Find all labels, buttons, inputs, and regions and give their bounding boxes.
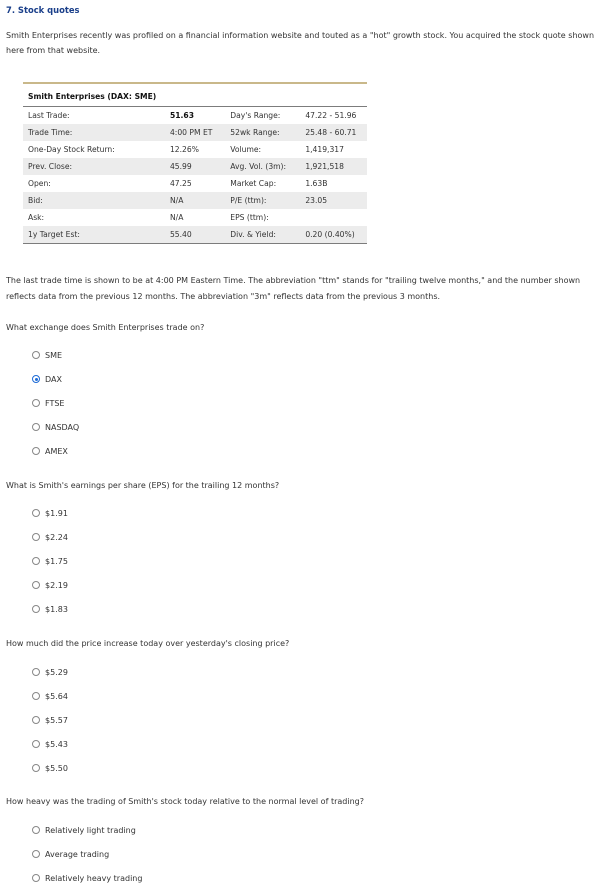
stock-quote-table — [23, 82, 367, 244]
exchange-option[interactable] — [32, 421, 79, 433]
quote-value: 4:00 PM ET — [165, 124, 225, 141]
exchange-option[interactable] — [32, 445, 68, 457]
radio-button[interactable] — [32, 668, 40, 676]
trading-volume-option[interactable] — [32, 824, 136, 836]
quote-label: 1y Target Est: — [23, 226, 165, 244]
radio-button[interactable] — [32, 351, 40, 359]
option-label: NASDAQ — [45, 422, 80, 432]
trading-volume-option[interactable] — [32, 872, 142, 884]
price-increase-option[interactable] — [32, 762, 68, 774]
eps-option[interactable] — [32, 531, 68, 543]
quote-row — [23, 226, 367, 244]
quote-label: Market Cap: — [230, 179, 277, 188]
quote-row — [23, 192, 367, 209]
radio-button[interactable] — [32, 423, 40, 431]
question-price-increase: How much did the price increase today over yesterday's closing price? — [6, 639, 290, 648]
exchange-option[interactable] — [32, 349, 62, 361]
question-heading: 7. Stock quotes — [6, 5, 80, 15]
quote-value: 55.40 — [165, 226, 225, 244]
radio-button[interactable] — [32, 716, 40, 724]
option-label: Average trading — [45, 849, 110, 859]
eps-option[interactable] — [32, 555, 68, 567]
price-increase-option[interactable] — [32, 714, 68, 726]
note-text: The last trade time is shown to be at 4:00 PM Eastern Time. The abbreviation "ttm" stands for "trailing twelve months," and the number shown reflects data from the previous 12 months. The abbreviation "3m" reflects data from the previous 3 months. — [6, 276, 581, 301]
radio-button[interactable] — [32, 509, 40, 517]
quote-value: N/A — [169, 213, 184, 222]
option-label: SME — [45, 350, 63, 360]
quote-value: 1,419,317 — [305, 145, 344, 154]
quote-value: 47.25 — [169, 179, 192, 188]
quote-value: 0.20 (0.40%) — [300, 226, 367, 244]
quote-label: Div. & Yield: — [225, 226, 300, 244]
option-label: $2.24 — [45, 532, 68, 542]
quote-label: Open: — [28, 179, 51, 188]
quote-value: 12.26% — [169, 145, 199, 154]
quote-value: 25.48 - 60.71 — [300, 124, 367, 141]
trading-volume-option[interactable] — [32, 848, 109, 860]
quote-label: EPS (ttm): — [230, 213, 269, 222]
quote-value: 45.99 — [165, 158, 225, 175]
radio-button[interactable] — [32, 826, 40, 834]
option-label: DAX — [45, 374, 62, 384]
quote-label: P/E (ttm): — [225, 192, 300, 209]
quote-label: Ask: — [28, 213, 45, 222]
quote-row — [23, 158, 367, 175]
quote-value: N/A — [165, 192, 225, 209]
intro-text: Smith Enterprises recently was profiled on a financial information website and touted as a "hot" growth stock. You acquired the stock quote shown here from that website. — [6, 31, 595, 55]
quote-label: Avg. Vol. (3m): — [225, 158, 300, 175]
quote-label: Trade Time: — [23, 124, 165, 141]
quote-row — [23, 175, 367, 192]
quote-label: Volume: — [230, 145, 262, 154]
quote-label: 52wk Range: — [225, 124, 300, 141]
option-label: FTSE — [45, 398, 65, 408]
quote-row — [23, 107, 367, 125]
quote-title: Smith Enterprises (DAX: SME) — [23, 84, 367, 107]
exchange-option[interactable] — [32, 397, 64, 409]
option-label: Relatively light trading — [45, 825, 136, 835]
eps-option[interactable] — [32, 603, 68, 615]
option-label: $5.64 — [45, 691, 68, 701]
option-label: $5.50 — [45, 763, 68, 773]
option-label: $1.75 — [45, 556, 68, 566]
price-increase-option[interactable] — [32, 690, 68, 702]
option-label: $2.19 — [45, 580, 68, 590]
option-label: Relatively heavy trading — [45, 873, 143, 883]
option-label: $1.91 — [45, 508, 68, 518]
radio-button[interactable] — [32, 692, 40, 700]
quote-label: Day's Range: — [230, 111, 281, 120]
option-label: $5.29 — [45, 667, 68, 677]
exchange-option[interactable] — [32, 373, 62, 385]
quote-value: 47.22 - 51.96 — [305, 111, 357, 120]
radio-button[interactable] — [32, 581, 40, 589]
quote-row — [23, 209, 367, 226]
quote-label: Last Trade: — [28, 111, 70, 120]
radio-button[interactable] — [32, 399, 40, 407]
quote-label: Bid: — [23, 192, 165, 209]
radio-button[interactable] — [32, 740, 40, 748]
option-label: $5.43 — [45, 739, 68, 749]
option-label: AMEX — [45, 446, 68, 456]
quote-value: 23.05 — [300, 192, 367, 209]
quote-value: 51.63 — [169, 111, 194, 120]
radio-button[interactable] — [32, 557, 40, 565]
eps-option[interactable] — [32, 507, 68, 519]
quote-label: One-Day Stock Return: — [28, 145, 115, 154]
quote-row — [23, 141, 367, 158]
quote-row — [23, 124, 367, 141]
radio-button[interactable] — [32, 850, 40, 858]
question-exchange: What exchange does Smith Enterprises trade on? — [6, 323, 205, 332]
price-increase-option[interactable] — [32, 666, 68, 678]
radio-button[interactable] — [32, 605, 40, 613]
quote-value: 1.63B — [305, 179, 328, 188]
question-trading-volume: How heavy was the trading of Smith's stock today relative to the normal level of trading? — [6, 797, 364, 806]
radio-button[interactable] — [32, 874, 40, 882]
radio-button[interactable] — [32, 375, 40, 383]
option-label: $5.57 — [45, 715, 68, 725]
price-increase-option[interactable] — [32, 738, 68, 750]
radio-button[interactable] — [32, 533, 40, 541]
radio-button[interactable] — [32, 764, 40, 772]
quote-value: 1,921,518 — [300, 158, 367, 175]
eps-option[interactable] — [32, 579, 68, 591]
option-label: $1.83 — [45, 604, 68, 614]
quote-label: Prev. Close: — [23, 158, 165, 175]
quote-value — [300, 209, 367, 226]
radio-button[interactable] — [32, 447, 40, 455]
question-eps: What is Smith's earnings per share (EPS) for the trailing 12 months? — [6, 481, 280, 490]
